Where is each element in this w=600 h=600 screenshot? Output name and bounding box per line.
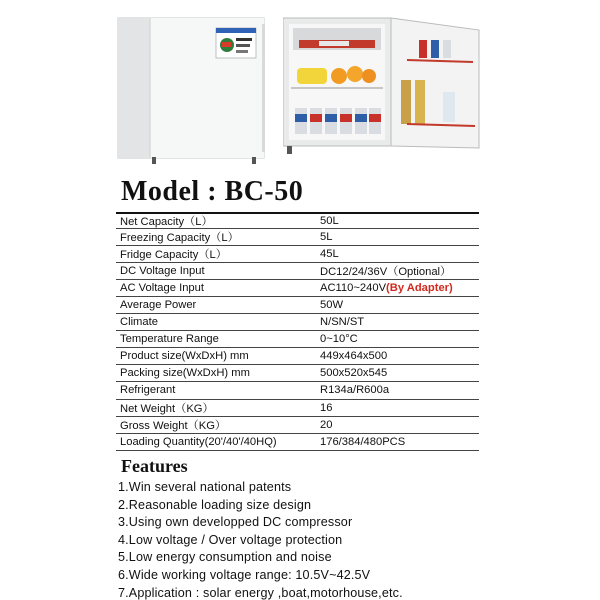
spec-row xyxy=(116,280,479,297)
spec-row xyxy=(116,382,479,399)
spec-table xyxy=(116,212,479,451)
spec-row xyxy=(116,212,479,229)
spec-row xyxy=(116,365,479,382)
spec-label: Average Power xyxy=(120,299,197,312)
spec-label: Product size(WxDxH) mm xyxy=(120,350,249,363)
features-heading: Features xyxy=(121,456,188,476)
feature-item: 3.Using own developped DC compressor xyxy=(118,515,353,530)
spec-row xyxy=(116,331,479,348)
energy-label-sticker xyxy=(216,28,256,58)
fridge-open-image xyxy=(283,14,483,166)
spec-value: 50L xyxy=(320,215,339,228)
spec-value: 20 xyxy=(320,418,333,431)
fridge-closed-image xyxy=(112,14,270,166)
spec-label: DC Voltage Input xyxy=(120,265,205,278)
spec-label: Refrigerant xyxy=(120,384,176,397)
spec-value: 45L xyxy=(320,248,339,261)
features-list xyxy=(118,479,498,600)
freezer-compartment xyxy=(293,28,381,50)
spec-label: Temperature Range xyxy=(120,333,219,346)
spec-label: Fridge Capacity（L） xyxy=(120,249,227,262)
spec-label: Gross Weight（KG） xyxy=(120,419,227,432)
spec-value: 0~10°C xyxy=(320,333,358,346)
spec-row xyxy=(116,314,479,331)
spec-label: Climate xyxy=(120,316,158,329)
spec-row xyxy=(116,246,479,263)
spec-value: DC12/24/36V（Optional） xyxy=(320,266,452,279)
feature-item: 6.Wide working voltage range: 10.5V~42.5V xyxy=(118,567,371,582)
adapter-note: (By Adapter) xyxy=(386,282,453,295)
feature-item: 2.Reasonable loading size design xyxy=(118,497,312,512)
spec-value: 50W xyxy=(320,299,344,312)
feature-item: 5.Low energy consumption and noise xyxy=(118,550,332,565)
spec-label: Net Weight（KG） xyxy=(120,402,214,415)
spec-value-text: AC110~240V xyxy=(320,282,387,295)
spec-label: Loading Quantity(20'/40'/40HQ) xyxy=(120,435,277,448)
spec-value: 5L xyxy=(320,231,333,244)
spec-row xyxy=(116,229,479,246)
spec-row xyxy=(116,263,479,280)
spec-value: 500x520x545 xyxy=(320,367,388,380)
spec-row xyxy=(116,400,479,417)
feature-item: 7.Application : solar energy ,boat,motorhouse,etc. xyxy=(118,585,403,600)
spec-label: Net Capacity（L） xyxy=(120,216,213,229)
feature-item: 1.Win several national patents xyxy=(118,480,292,494)
spec-row xyxy=(116,434,479,451)
spec-row xyxy=(116,348,479,365)
spec-label: Packing size(WxDxH) mm xyxy=(120,367,250,380)
spec-value: R134a/R600a xyxy=(320,384,390,397)
spec-value: 176/384/480PCS xyxy=(320,435,406,448)
spec-row xyxy=(116,297,479,314)
spec-value: N/SN/ST xyxy=(320,316,365,329)
model-title: Model : BC-50 xyxy=(121,176,304,207)
feature-item: 4.Low voltage / Over voltage protection xyxy=(118,532,343,547)
spec-label: Freezing Capacity（L） xyxy=(120,232,239,245)
spec-value: 449x464x500 xyxy=(320,350,388,363)
spec-row xyxy=(116,417,479,434)
spec-label: AC Voltage Input xyxy=(120,282,204,295)
spec-value xyxy=(318,282,479,294)
open-door xyxy=(391,18,479,148)
spec-value: 16 xyxy=(320,401,333,414)
